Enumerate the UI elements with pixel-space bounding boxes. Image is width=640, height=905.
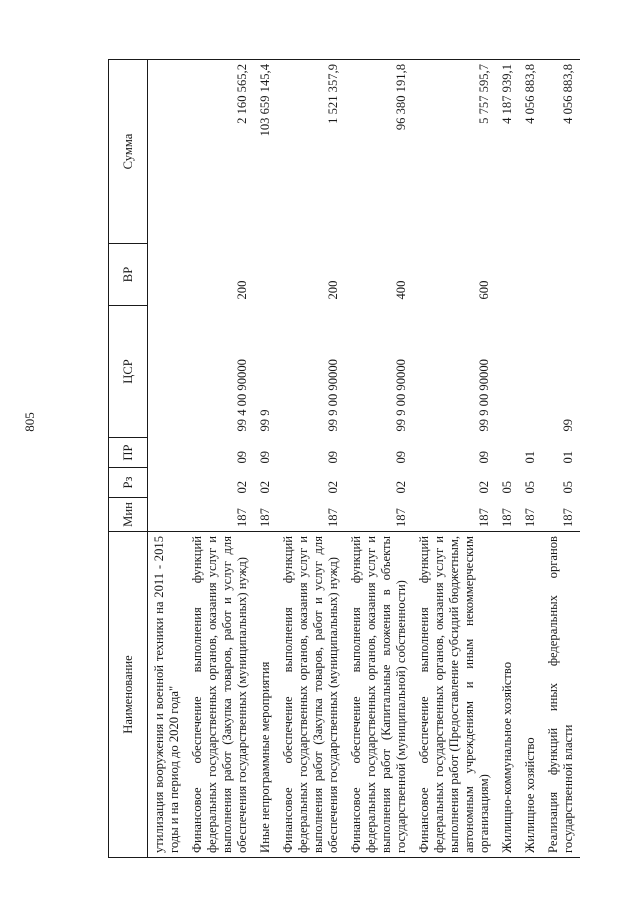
cell-vr [519,244,542,306]
cell-csr: 99 4 00 90000 [235,359,249,432]
page-number: 805 [22,412,37,432]
cell-min: 187 [523,508,537,527]
cell-sum: 4 187 939,1 [496,60,519,244]
cell-vr: 200 [326,280,340,300]
cell-name: Финансовое обеспечение выполнения функций федеральных государственных органов, оказания услуг и выполнения работ (Закупка товаров, работ и услуг для обеспечения государственных (муниципальных) нужд) [186,532,254,858]
cell-pr: 01 [523,450,537,464]
cell-name: Реализация функций иных федеральных органов государственной власти [542,532,580,858]
table-row [542,60,580,858]
cell-pr: 09 [326,450,340,464]
cell-min: 187 [235,508,249,527]
cell-csr [519,306,542,438]
cell-name: Жилищное хозяйство [519,532,542,858]
cell-csr: 99 9 00 90000 [477,359,491,432]
cell-pr: 09 [394,450,408,464]
cell-min: 187 [258,508,272,527]
header-sum: Сумма [109,60,148,244]
cell-csr: 99 9 [258,409,272,432]
cell-sum: 4 056 883,8 [519,60,542,244]
cell-rz: 05 [523,480,537,494]
cell-min: 187 [477,508,491,527]
header-name: Наименование [109,532,148,858]
budget-table [108,59,580,858]
header-pr: ПР [109,438,148,468]
table-row [148,60,187,858]
header-min: Мин [109,498,148,532]
header-rz: Рз [109,468,148,498]
cell-pr: 01 [561,450,575,464]
cell-pr: 09 [258,450,272,464]
cell-vr [254,244,277,306]
cell-csr [496,306,519,438]
cell-min: 187 [326,508,340,527]
cell-sum: 103 659 145,4 [254,60,277,244]
cell-pr: 09 [477,450,491,464]
cell-rz: 02 [394,480,408,494]
cell-sum [148,60,187,244]
cell-name: Жилищно-коммунальное хозяйство [496,532,519,858]
table-header [109,60,148,858]
table-row [519,60,542,858]
cell-vr [542,244,580,306]
table-row [277,60,345,858]
cell-pr [496,438,519,468]
cell-sum: 2 160 565,2 [186,60,254,244]
cell-min [148,498,187,532]
cell-name: Иные непрограммные мероприятия [254,532,277,858]
header-vr: ВР [109,244,148,306]
table-row [496,60,519,858]
cell-vr [496,244,519,306]
cell-rz: 02 [477,480,491,494]
table-row [413,60,496,858]
cell-pr [148,438,187,468]
cell-name: Финансовое обеспечение выполнения функций федеральных государственных органов, оказания услуг и выполнения работ (Закупка товаров, работ и услуг для обеспечения государственных (муниципальных) нужд) [277,532,345,858]
cell-rz: 05 [500,480,514,494]
table-row [345,60,413,858]
cell-sum: 4 056 883,8 [542,60,580,244]
cell-csr: 99 9 00 90000 [326,359,340,432]
cell-min: 187 [561,508,575,527]
cell-rz: 02 [326,480,340,494]
cell-vr: 200 [235,280,249,300]
cell-sum: 96 380 191,8 [345,60,413,244]
cell-min: 187 [500,508,514,527]
cell-vr [148,244,187,306]
budget-table-page [108,60,603,858]
header-csr: ЦСР [109,306,148,438]
cell-min: 187 [394,508,408,527]
cell-rz: 02 [235,480,249,494]
cell-vr: 600 [477,280,491,300]
table-row [186,60,254,858]
cell-vr: 400 [394,280,408,300]
cell-pr: 09 [235,450,249,464]
cell-csr [148,306,187,438]
cell-rz [148,468,187,498]
cell-csr: 99 [561,418,575,432]
table-row [254,60,277,858]
cell-name: Финансовое обеспечение выполнения функций федеральных государственных органов, оказания услуг и выполнения работ (Предоставление субсидий бюджетным, автономным учреждениям и иным некоммерческим организациям) [413,532,496,858]
cell-rz: 02 [258,480,272,494]
cell-sum: 5 757 595,7 [413,60,496,244]
cell-sum: 1 521 357,9 [277,60,345,244]
cell-rz: 05 [561,480,575,494]
cell-name: утилизация вооружения и военной техники на 2011 - 2015 годы и на период до 2020 года" [148,532,187,858]
cell-csr: 99 9 00 90000 [394,359,408,432]
cell-name: Финансовое обеспечение выполнения функций федеральных государственных органов, оказания услуг и выполнения работ (Капитальные вложения в объекты государственной (муниципальной) собственности) [345,532,413,858]
